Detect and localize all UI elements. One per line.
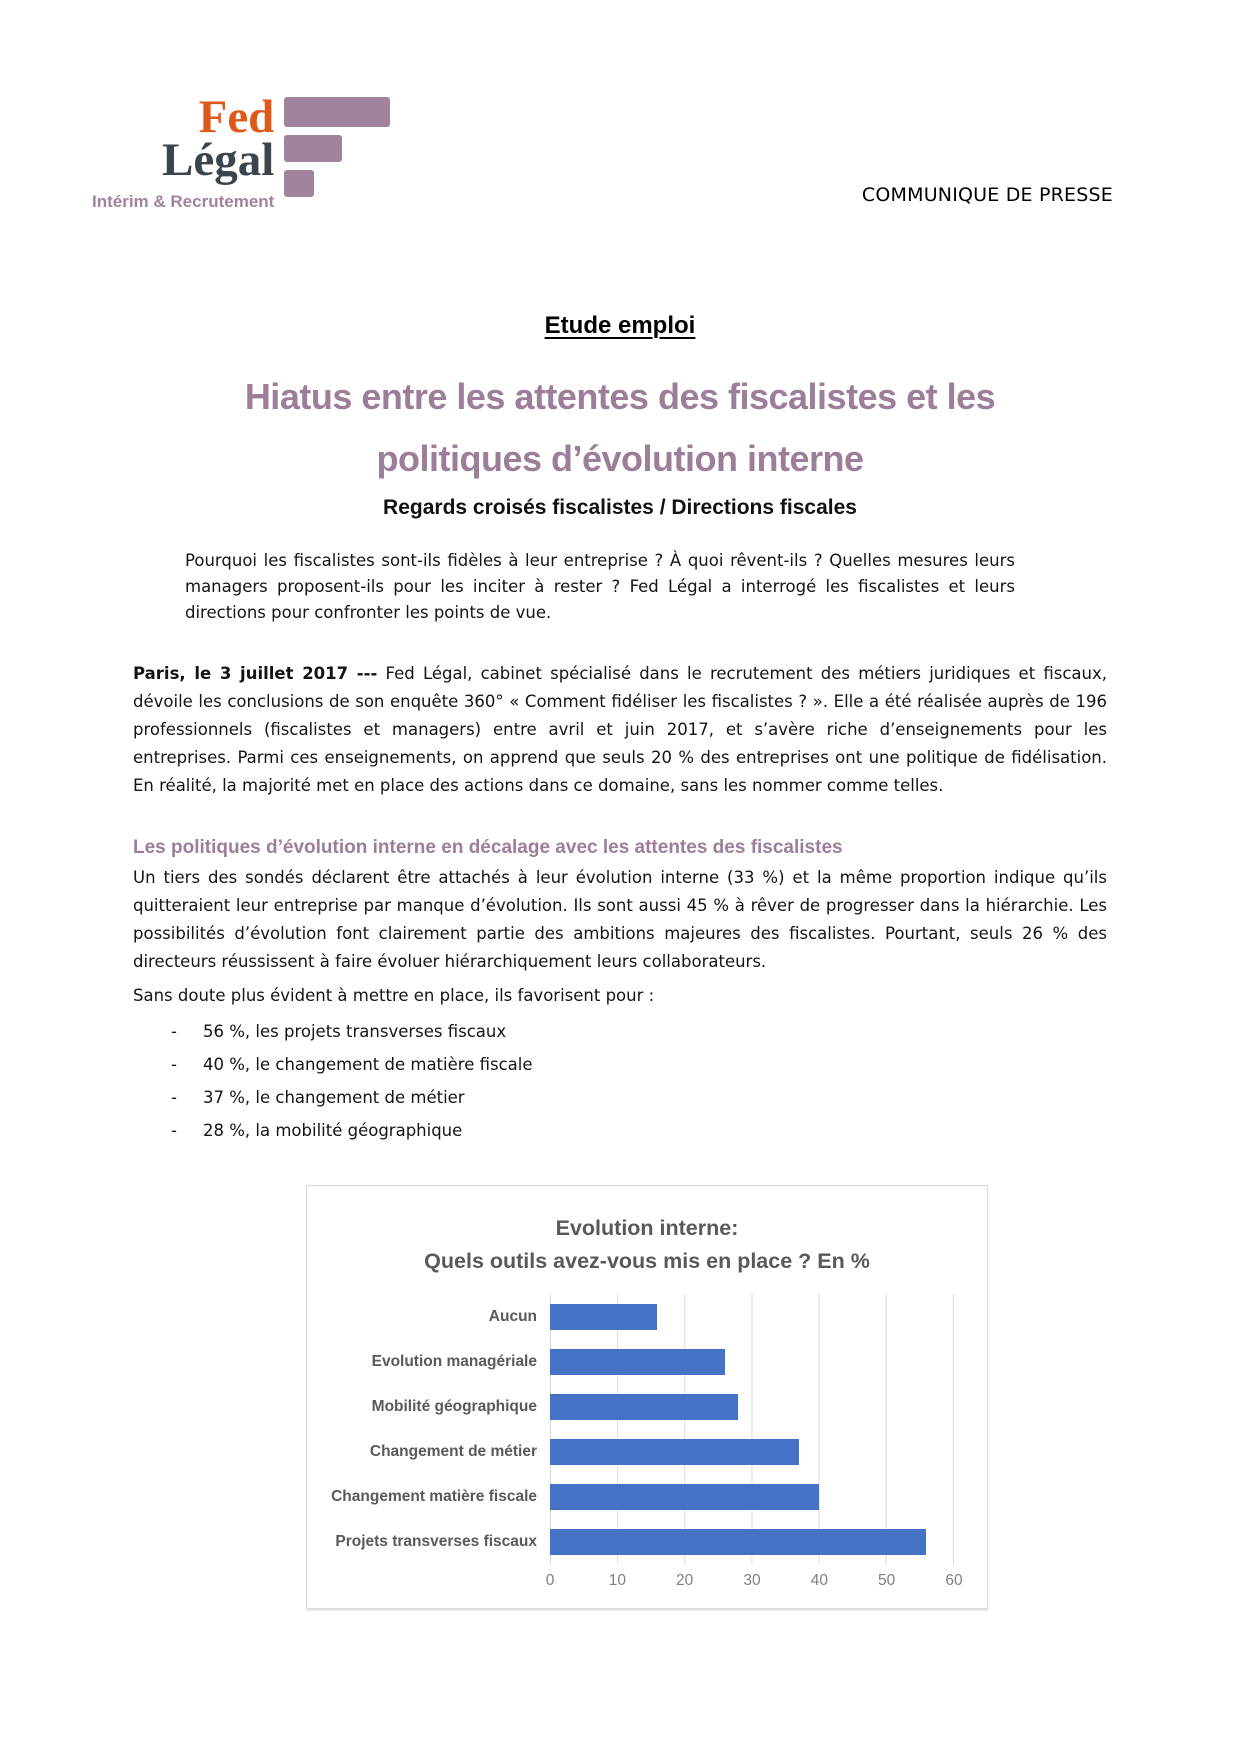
bar xyxy=(550,1349,725,1375)
logo-wordmark xyxy=(92,91,275,211)
x-tick-label: 0 xyxy=(545,1572,555,1589)
list-item-text: 28 %, la mobilité géographique xyxy=(203,1121,463,1140)
category-label: Projets transverses fiscaux xyxy=(335,1532,537,1550)
category-label: Evolution managériale xyxy=(371,1352,537,1370)
bar-track xyxy=(550,1384,954,1429)
category-label: Changement matière fiscale xyxy=(331,1487,537,1505)
logo-word-legal: Légal xyxy=(162,134,275,186)
category-label: Mobilité géographique xyxy=(371,1397,537,1415)
main-title xyxy=(110,366,1130,490)
dash-marker: - xyxy=(171,1055,177,1074)
chart-row xyxy=(307,1519,987,1564)
f-bar-bottom xyxy=(284,170,314,197)
x-tick-label: 20 xyxy=(676,1572,694,1589)
dateline-paragraph-text: Fed Légal, cabinet spécialisé dans le recrutement des métiers juridiques et fiscaux, dévoile les conclusions de son enquête 360° « Comment fidéliser les fiscalistes ? ». Elle a été réalisée auprès de 196 professionnels (fiscalistes et managers) entre avril et juin 2017, et s’avère riche d’enseignements pour les entreprises. Parmi ces enseignements, on apprend que seuls 20 % des entreprises ont une politique de fidélisation. En réalité, la majorité met en place des actions dans ce domaine, sans les nommer comme telles. xyxy=(133,664,1107,795)
chart-row xyxy=(307,1429,987,1474)
body-paragraph: Un tiers des sondés déclarent être attachés à leur évolution interne (33 %) et la même proportion indique qu’ils quitteraient leur entreprise par manque d’évolution. Ils sont aussi 45 % à rêver de progresser dans la hiérarchie. Les possibilités d’évolution font clairement partie des ambitions majeures des fiscalistes. Pourtant, seuls 26 % des directeurs réussissent à faire évoluer hiérarchiquement leurs collaborateurs. xyxy=(133,868,1107,971)
bar xyxy=(550,1304,657,1330)
bar-track xyxy=(550,1519,954,1564)
logo-tagline: Intérim & Recrutement xyxy=(92,192,275,211)
f-bar-middle xyxy=(284,135,342,162)
bar xyxy=(550,1394,738,1420)
list-item xyxy=(171,1084,1107,1112)
x-tick-label: 50 xyxy=(878,1572,896,1589)
lead-paragraph: Pourquoi les fiscalistes sont-ils fidèles à leur entreprise ? À quoi rêvent-ils ? Quelles mesures leurs managers proposent-ils pour les inciter à rester ? Fed Légal a interrogé les fiscalistes et leurs directions pour confronter les points de vue. xyxy=(185,551,1015,622)
list-item-text: 37 %, le changement de métier xyxy=(203,1088,465,1107)
kicker-heading: Etude emploi xyxy=(544,312,696,339)
dash-marker: - xyxy=(171,1022,177,1041)
dash-marker: - xyxy=(171,1121,177,1140)
chart-title xyxy=(307,1212,987,1278)
main-title-line-2: politiques d’évolution interne xyxy=(376,438,864,479)
press-release-label: COMMUNIQUE DE PRESSE xyxy=(861,184,1113,206)
f-bar-top xyxy=(284,97,390,127)
section-heading: Les politiques d’évolution interne en décalage avec les attentes des fiscalistes xyxy=(133,837,843,858)
bar xyxy=(550,1439,799,1465)
chart-row xyxy=(307,1474,987,1519)
chart-title-line-2: Quels outils avez-vous mis en place ? En % xyxy=(424,1249,870,1273)
subtitle: Regards croisés fiscalistes / Directions fiscales xyxy=(383,496,857,519)
x-tick-label: 30 xyxy=(743,1572,761,1589)
x-tick-label: 60 xyxy=(945,1572,963,1589)
f-monogram-icon xyxy=(284,94,390,197)
chart-title-line-1: Evolution interne: xyxy=(555,1216,739,1240)
x-tick-label: 40 xyxy=(810,1572,828,1589)
dash-marker: - xyxy=(171,1088,177,1107)
bar-track xyxy=(550,1429,954,1474)
dateline-paragraph xyxy=(133,660,1107,800)
chart-figure xyxy=(306,1185,988,1609)
bar-track xyxy=(550,1339,954,1384)
chart-x-axis xyxy=(545,1572,963,1598)
logo-word-fed: Fed xyxy=(198,91,275,143)
dateline: Paris, le 3 juillet 2017 --- xyxy=(133,664,378,683)
fed-legal-logo xyxy=(92,91,390,211)
bar-track xyxy=(550,1294,954,1339)
list-item xyxy=(171,1051,1107,1079)
list-item xyxy=(171,1018,1107,1046)
chart-row xyxy=(307,1294,987,1339)
list-item-text: 40 %, le changement de matière fiscale xyxy=(203,1055,533,1074)
chart-rows xyxy=(307,1294,987,1564)
category-label: Changement de métier xyxy=(369,1442,537,1460)
x-tick-label: 10 xyxy=(608,1572,626,1589)
bar xyxy=(550,1529,926,1555)
bar-track xyxy=(550,1474,954,1519)
list-item-text: 56 %, les projets transverses fiscaux xyxy=(203,1022,507,1041)
page-header xyxy=(0,0,1240,210)
transition-paragraph: Sans doute plus évident à mettre en place, ils favorisent pour : xyxy=(133,986,655,1005)
bar xyxy=(550,1484,819,1510)
main-title-line-1: Hiatus entre les attentes des fiscalistes et les xyxy=(244,376,996,417)
chart-row xyxy=(307,1384,987,1429)
chart-row xyxy=(307,1339,987,1384)
bullet-list xyxy=(133,1018,1107,1145)
list-item xyxy=(171,1117,1107,1145)
category-label: Aucun xyxy=(488,1307,537,1325)
